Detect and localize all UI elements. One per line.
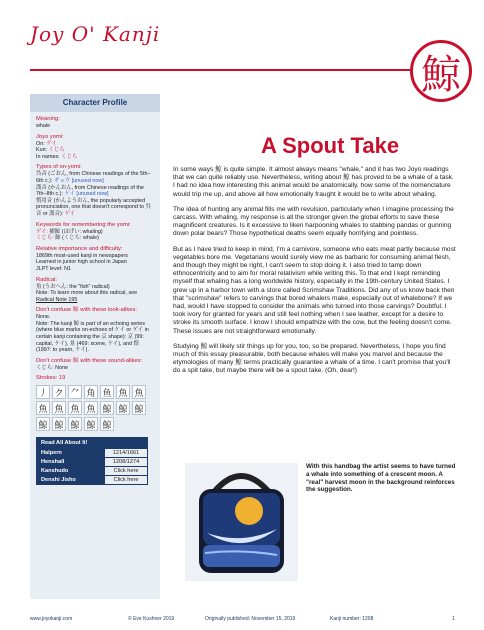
reference-name: Henshall: [37, 458, 105, 466]
paragraph: But as I have tried to keep in mind, I'm a carnivore, someone who eats meat partly because most vegetables bore me. Vegetarians would surely view me as barbaric for consuming animal flesh, and though they might be right, I can't seem to stop doing it. I also tried to tamp down ethnocentricity and to aim for moral relativism while writing this. To that end I kept reminding myself that whaling has a long worldwide history, especially in the 19th-century United States. I grew up in a harbor town with a store called Scrimshaw Traditions. Did any of us know back then that "scrimshaw" refers to carvings that bored whalers make, especially out of whalebone? If we had, would I have stopped to consider the animals who turned into those carvings? Doubtful. I took ivory for granted for years and still feel nothing when I see leather, except for a desire to stroke its smooth surface. I know I should empathize with the cow, but the feeling doesn't come. These issues are not straightforward emotionally.: [173, 245, 456, 335]
reference-name: Halpern: [37, 449, 105, 457]
stroke-cell: 鯨: [132, 401, 146, 415]
stroke-cell: 鯨: [36, 417, 50, 431]
meaning-heading: Meaning:: [36, 116, 60, 122]
on-value: ゲイ: [46, 140, 57, 147]
kw1-value: 捕鯨 (ほげい: whaling): [49, 228, 103, 235]
strokes-section: [30, 375, 160, 431]
reference-value: 1208/1274: [112, 459, 140, 466]
footer-page-number: 1: [452, 616, 455, 622]
onyomi-types-section: [30, 164, 160, 217]
handbag-illustration: [185, 463, 298, 581]
header-rule: [30, 69, 410, 71]
stroke-cell: 魚: [116, 385, 130, 399]
kun-label: Kun:: [36, 147, 49, 154]
stroke-cell: 魚: [68, 401, 82, 415]
soundalikes-section: [30, 358, 160, 372]
footer-kanji-number: Kanji number: 1208: [330, 616, 374, 622]
paragraph: Studying 鯨 will likely stir things up for you, too, so be prepared. Nevertheless, I hope you find much of this essay pleasurable, both because whales will make you marvel and because the etymologies of many 鯨 terms practically guarantee a whale of a time. I can't promise that you'll do a spit take, but maybe there will be a spout take. (Oh, dear!): [173, 342, 451, 375]
soundalikes-value: くじら: None: [36, 364, 69, 371]
keywords-section: [30, 222, 160, 242]
meaning-value: whale: [36, 123, 51, 129]
stroke-cell: ⺈: [68, 385, 82, 399]
kanji-emblem: [410, 40, 472, 102]
importance-section: [30, 246, 160, 273]
kanshudo-link[interactable]: Click here: [113, 468, 139, 475]
reference-value: 1214/1661: [112, 450, 140, 457]
stroke-cell: ク: [52, 385, 66, 399]
type2-value: ケイ [unused now]: [64, 191, 109, 198]
reference-row: [37, 457, 147, 466]
stroke-cell: 魚: [132, 385, 146, 399]
stroke-cell: 鯨: [100, 417, 114, 431]
radical-section: [30, 277, 160, 304]
page-footer: [30, 616, 457, 624]
reference-row: [37, 466, 147, 475]
kun-value: くじら: [48, 147, 65, 154]
on-label: On:: [36, 140, 47, 147]
references-table: [36, 437, 148, 485]
article-body: [173, 166, 457, 383]
stroke-cell: 魚: [36, 401, 50, 415]
rel-line: Learned in junior high school in Japan: [36, 259, 127, 266]
kw1-label: ゲイ:: [36, 228, 50, 235]
kw2-value: 鯨 (くじら: whale): [55, 235, 99, 242]
handbag-photo: [185, 463, 298, 581]
article-title: A Spout Take: [260, 133, 400, 158]
reference-row: [37, 448, 147, 457]
stroke-cell: 魚: [52, 401, 66, 415]
joyo-heading: Joyo yomi:: [36, 133, 64, 140]
lookalikes-note: Note: The kanji 鯨 is part of an echoing series (where blue marks on-echoes of ケイ or ゲイ in certain kanji containing the 京 shape): 京 (99: capital, ケイ), 景 (469: scene, ケイ), and 憬 (1997: to yearn, ケイ).: [36, 320, 149, 354]
stroke-cell: 鯨: [52, 417, 66, 431]
radical-heading: Radical:: [36, 276, 57, 283]
type1-text: 呉音 (ごおん, from Chinese readings of the 5th–6th c.):: [36, 171, 151, 184]
joyo-yomi-section: [30, 134, 160, 161]
references-title: Read All About It!: [37, 438, 147, 448]
kanji-char: 鯨: [421, 51, 461, 98]
logo-text: Joy O' Kanji: [30, 22, 161, 46]
keywords-heading: Keywords for remembering the yomi:: [36, 221, 131, 228]
reference-row: [37, 475, 147, 484]
names-value: くじら: [61, 153, 78, 160]
footer-site[interactable]: www.joyokanji.com: [30, 616, 73, 622]
radical-note-link[interactable]: Radical Note 195: [36, 296, 78, 303]
stroke-order-grid: [36, 385, 154, 431]
photo-caption: With this handbag the artist seems to have turned a whale into something of a crescent moon. A "real" harvest moon in the background reinforces the suggestion.: [306, 463, 456, 494]
radical-value: 魚 (うおへん: the "fish" radical): [36, 283, 110, 290]
radical-note: Note: To learn more about this radical, see: [36, 290, 138, 297]
reference-name: Denshi Jisho: [37, 476, 105, 484]
paragraph: The idea of hunting any animal fills me with revulsion, particularly when I imagine processing the carcass. With whaling, my response is all the stronger given the global efforts to save these magnificent creatures. Is it excessive to liken harpooning whales to stabbing pandas or gunning down polar bears? Those hypothetical deaths seem equally horrifying and pointless.: [173, 205, 454, 238]
lookalikes-value: None.: [36, 314, 51, 321]
type2-text: 漢音 (かんおん, from Chinese readings of the 7th–8th c.):: [36, 184, 144, 198]
type1-value: ギョウ [unused now]: [53, 177, 104, 184]
rel-line: 1869th most-used kanji in newspapers: [36, 252, 128, 259]
logo[interactable]: [30, 22, 180, 62]
stroke-cell: 丿: [36, 385, 50, 399]
denshi-jisho-link[interactable]: Click here: [113, 477, 139, 484]
reference-name: Kanshudo: [37, 467, 105, 475]
stroke-cell: 魚: [84, 401, 98, 415]
stroke-cell: 鯨: [68, 417, 82, 431]
profile-title: Character Profile: [30, 94, 160, 112]
stroke-cell: 鱼: [100, 385, 114, 399]
importance-heading: Relative importance and difficulty:: [36, 245, 123, 252]
soundalikes-heading: Don't confuse 鯨 with these sound-alikes:: [36, 357, 143, 364]
meaning-section: [30, 116, 160, 130]
stroke-cell: 角: [84, 385, 98, 399]
type3-value: ゲイ: [64, 210, 76, 217]
footer-copyright: © Eve Kushner 2019: [128, 616, 175, 622]
kw2-label: くじら:: [36, 235, 56, 242]
paragraph: In some ways 鯨 is quite simple. It almost always means "whale," and it has two Joyo readings that we can quite reliably use. Nevertheless, writing about 鯨 has proved to be a whale of a task. I had no idea how interesting this animal would be anatomically, how some of the nomenclature would trip me up, and above all how emotionally fraught it would be to write about whaling.: [173, 166, 454, 198]
strokes-heading: Strokes: 19: [36, 375, 66, 382]
character-profile-sidebar: [30, 94, 160, 599]
names-label: In names:: [36, 153, 62, 160]
lookalikes-heading: Don't confuse 鯨 with these look-alikes:: [36, 307, 137, 314]
type3-text: 慣用音 (かんようおん, the popularly accepted pronunciation, one that doesn't correspond to 呉音 or 漢音):: [36, 197, 151, 217]
rel-line: JLPT level: N1: [36, 265, 71, 272]
stroke-cell: 鯨: [116, 401, 130, 415]
lookalikes-section: [30, 307, 160, 354]
footer-published: Originally published: November 15, 2019: [205, 616, 296, 622]
types-heading: Types of on-yomi:: [36, 164, 82, 171]
stroke-cell: 鯨: [84, 417, 98, 431]
stroke-cell: 鯨: [100, 401, 114, 415]
